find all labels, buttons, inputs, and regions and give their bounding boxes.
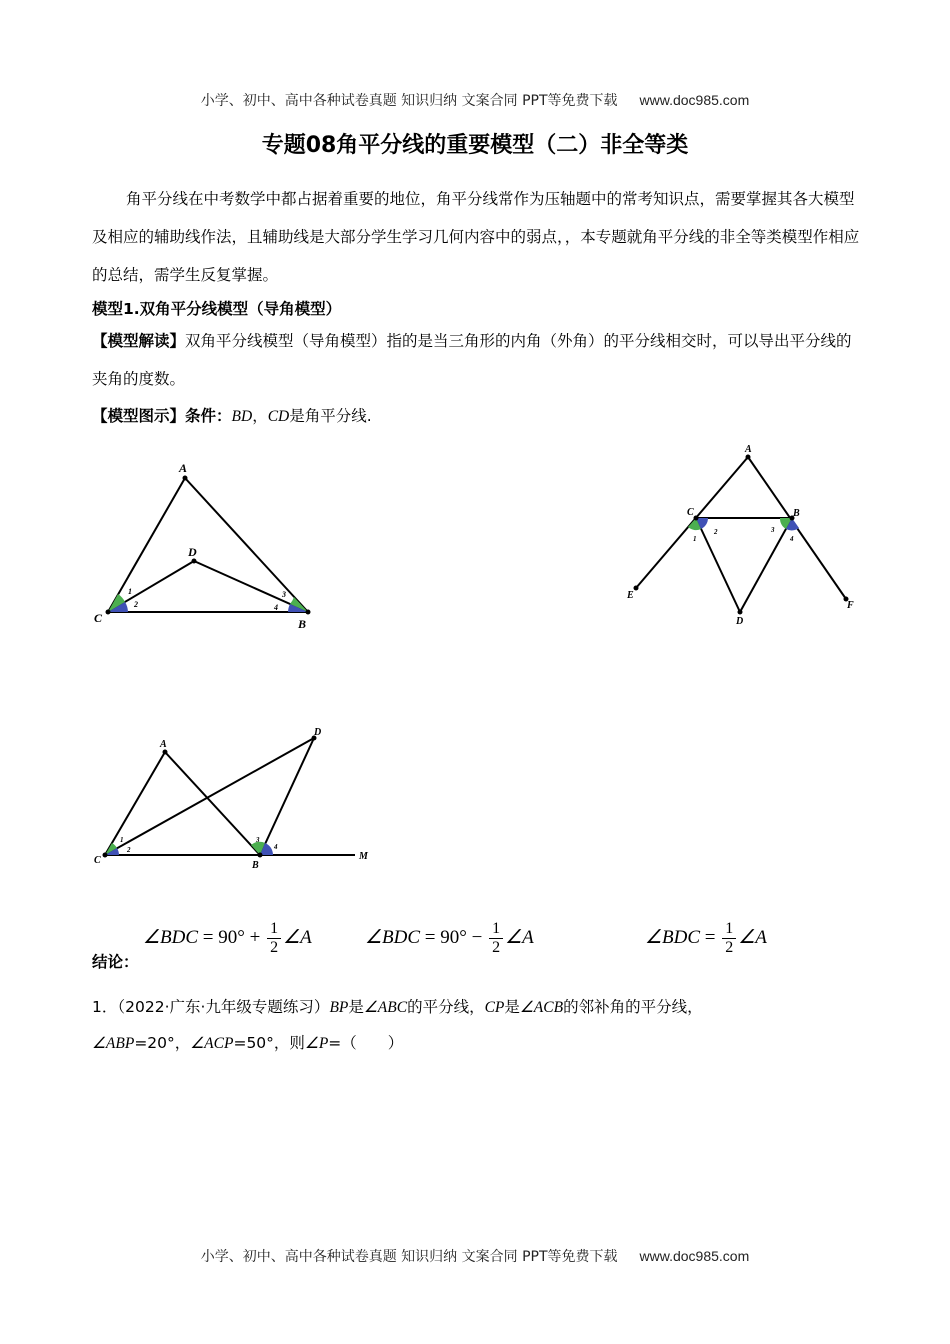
fig3-num-3: 3	[256, 836, 260, 844]
q1-number: 1．	[92, 998, 118, 1016]
fig3-label-b: B	[252, 860, 259, 871]
footer-text: 小学、初中、高中各种试卷真题 知识归纳 文案合同 PPT等免费下载	[200, 1249, 618, 1265]
q1-t2: 的平分线，	[407, 998, 485, 1016]
fig2-label-f: F	[847, 600, 854, 611]
fig1-num-3: 3	[282, 590, 286, 599]
f2-fraction	[489, 920, 503, 957]
f1-mid: = 90° +	[198, 926, 266, 948]
fig2-num-1: 1	[693, 535, 697, 543]
f3-right: ∠A	[738, 926, 767, 948]
model1-condition	[92, 404, 372, 426]
fig1-label-c: C	[94, 611, 103, 625]
conclusion-label: 结论：	[92, 953, 139, 971]
f3-num: 1	[725, 920, 734, 937]
fig2-num-3: 3	[771, 526, 775, 534]
model1-interpretation	[92, 322, 862, 398]
q1-p: ∠P	[304, 1035, 329, 1052]
f1-den: 2	[270, 939, 279, 956]
fig1-num-4: 4	[274, 603, 278, 612]
fig2-num-2: 2	[714, 528, 718, 536]
fig3-label-m: M	[359, 851, 368, 862]
figure-2-external-bisectors	[618, 440, 868, 626]
q1-abp: ∠ABP	[92, 1035, 135, 1052]
conclusion-formula-1	[143, 920, 312, 957]
f2-den: 2	[492, 939, 501, 956]
condition-tail: 是角平分线.	[289, 407, 372, 425]
fig2-label-a: A	[745, 444, 752, 455]
q1-t3: 是	[504, 998, 520, 1016]
q1-bp: BP	[329, 999, 349, 1016]
model1-heading: 模型1.双角平分线模型（导角模型）	[92, 300, 342, 318]
footer-site[interactable]: www.doc985.com	[639, 1248, 750, 1264]
fig1-label-b: B	[298, 617, 307, 631]
fig3-label-a: A	[160, 739, 167, 750]
fig3-label-c: C	[94, 855, 101, 866]
question-1-line-1	[92, 995, 703, 1017]
fig3-side-ab	[165, 752, 260, 855]
fig1-label-d: D	[188, 545, 197, 559]
q1-abc: ∠ABC	[363, 999, 408, 1016]
intro-paragraph	[92, 180, 862, 294]
q1-acb: ∠ACB	[519, 999, 564, 1016]
figure-1-internal-bisectors	[88, 458, 328, 634]
intro-text: 角平分线在中考数学中都占据着重要的地位，角平分线常作为压轴题中的常考知识点，需要掌握其各大模型及相应的辅助线作法，且辅助线是大部分学生学习几何内容中的弱点，，本专题就角平分线的非全等类模型作相应的总结，需学生反复掌握。	[92, 190, 860, 284]
condition-cd: CD	[267, 408, 290, 425]
fig2-label-d: D	[736, 616, 744, 626]
fig1-label-a: A	[179, 461, 188, 475]
fig2-label-c: C	[687, 507, 694, 518]
fig3-label-d: D	[314, 727, 322, 738]
condition-label: 条件：	[185, 407, 232, 425]
f3-den: 2	[725, 939, 734, 956]
conclusion-formula-2	[365, 920, 534, 957]
interp-text: 双角平分线模型（导角模型）指的是当三角形的内角（外角）的平分线相交时，可以导出平分线的夹角的度数。	[92, 332, 852, 388]
fig1-num-2: 2	[134, 600, 138, 609]
f2-left: ∠BDC	[365, 926, 421, 948]
fig1-side-ab	[185, 478, 308, 612]
f2-mid: = 90° −	[420, 926, 488, 948]
fig2-label-e: E	[627, 590, 634, 601]
f2-num: 1	[492, 920, 501, 937]
page-header	[0, 90, 950, 110]
q1-t6: =50°，则	[233, 1034, 305, 1052]
q1-t7: =（ ）	[328, 1034, 404, 1052]
f1-left: ∠BDC	[143, 926, 199, 948]
figure-3-mixed-bisectors	[90, 722, 380, 872]
condition-bd: BD	[231, 408, 253, 425]
f1-num: 1	[270, 920, 279, 937]
fig2-bisector-cd	[696, 518, 740, 612]
conclusion-formula-3	[645, 920, 767, 957]
fig3-num-4: 4	[274, 843, 278, 851]
fig3-num-2: 2	[127, 846, 131, 854]
fig3-bisector-bd	[260, 738, 314, 855]
q1-t5: =20°，	[134, 1034, 191, 1052]
q1-t1: 是	[348, 998, 364, 1016]
f1-right: ∠A	[283, 926, 312, 948]
f2-right: ∠A	[505, 926, 534, 948]
page-title: 专题08角平分线的重要模型（二）非全等类	[261, 133, 689, 158]
f1-fraction	[267, 920, 281, 957]
fig2-label-b: B	[793, 508, 800, 519]
fig3-num-1: 1	[120, 836, 124, 844]
page-footer	[0, 1246, 950, 1266]
fig3-side-ca	[105, 752, 165, 855]
f3-fraction	[722, 920, 736, 957]
diagram-label: 【模型图示】	[92, 407, 186, 425]
fig1-side-ca	[108, 478, 185, 612]
header-text: 小学、初中、高中各种试卷真题 知识归纳 文案合同 PPT等免费下载	[200, 93, 618, 109]
f3-left: ∠BDC	[645, 926, 701, 948]
q1-source: （2022·广东·九年级专题练习）	[117, 998, 330, 1016]
f3-mid: =	[700, 926, 721, 948]
fig1-num-1: 1	[128, 587, 132, 596]
fig2-num-4: 4	[790, 535, 794, 543]
fig3-bisector-cd	[105, 738, 314, 855]
interp-label: 【模型解读】	[92, 332, 186, 350]
q1-acp: ∠ACP	[190, 1035, 234, 1052]
header-site[interactable]: www.doc985.com	[639, 92, 750, 108]
q1-t4: 的邻补角的平分线，	[563, 998, 703, 1016]
fig2-bisector-bd	[740, 518, 792, 612]
q1-cp: CP	[484, 999, 505, 1016]
question-1-line-2	[92, 1031, 403, 1053]
condition-sep: ，	[252, 407, 268, 425]
